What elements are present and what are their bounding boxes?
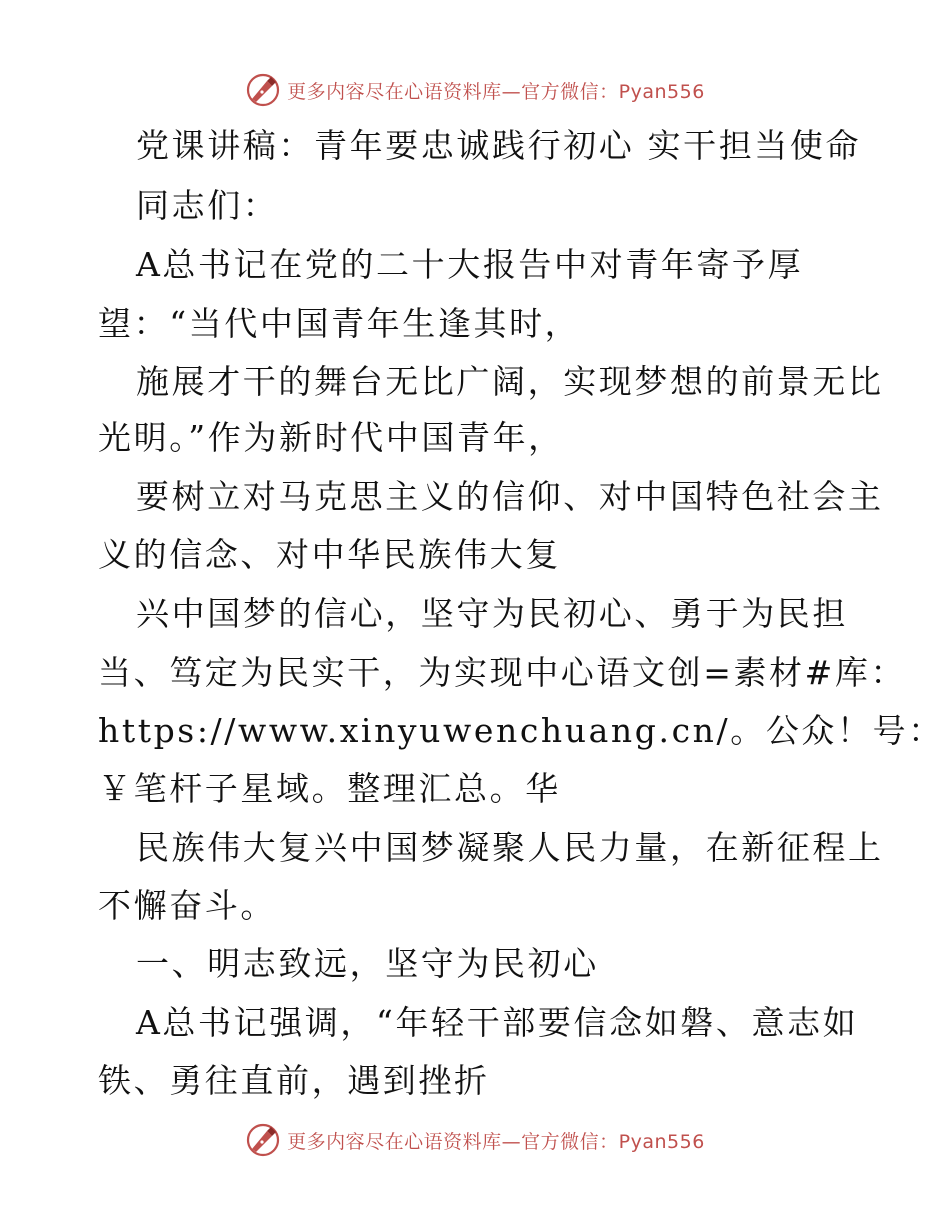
paragraph-line: A总书记强调，“年轻干部要信念如磐、意志如 (136, 1003, 859, 1042)
pen-nib-logo-icon (245, 1122, 281, 1158)
paragraph-line: 望：“当代中国青年生逢其时， (98, 304, 581, 343)
footer-watermark-banner (0, 1122, 950, 1158)
paragraph-line: 当、笃定为民实干，为实现中心语文创=素材#库： (98, 653, 907, 692)
paragraph-line: 不懈奋斗。 (98, 886, 276, 925)
paragraph-line: 义的信念、对中华民族伟大复 (98, 535, 561, 574)
watermark-text: 更多内容尽在心语资料库—官方微信：Pyan556 (287, 80, 705, 103)
paragraph-line: 铁、勇往直前，遇到挫折 (98, 1061, 490, 1100)
paragraph-line: 光明。”作为新时代中国青年， (98, 418, 564, 457)
watermark-text: 更多内容尽在心语资料库—官方微信：Pyan556 (287, 1130, 705, 1153)
section-heading: 一、明志致远，坚守为民初心 (136, 944, 599, 983)
paragraph-line: A总书记在党的二十大报告中对青年寄予厚 (136, 245, 804, 284)
paragraph-line: 兴中国梦的信心，坚守为民初心、勇于为民担 (136, 594, 848, 633)
paragraph-line: 民族伟大复兴中国梦凝聚人民力量，在新征程上 (136, 828, 884, 867)
salutation: 同志们： (136, 186, 279, 225)
paragraph-line: ￥笔杆子星域。整理汇总。华 (98, 769, 561, 808)
document-title: 党课讲稿：青年要忠诚践行初心 实干担当使命 (136, 126, 862, 165)
paragraph-line: 施展才干的舞台无比广阔，实现梦想的前景无比 (136, 362, 884, 401)
paragraph-line: 要树立对马克思主义的信仰、对中国特色社会主 (136, 477, 884, 516)
paragraph-line: https://www.xinyuwenchuang.cn/。公众！号： (98, 711, 944, 750)
